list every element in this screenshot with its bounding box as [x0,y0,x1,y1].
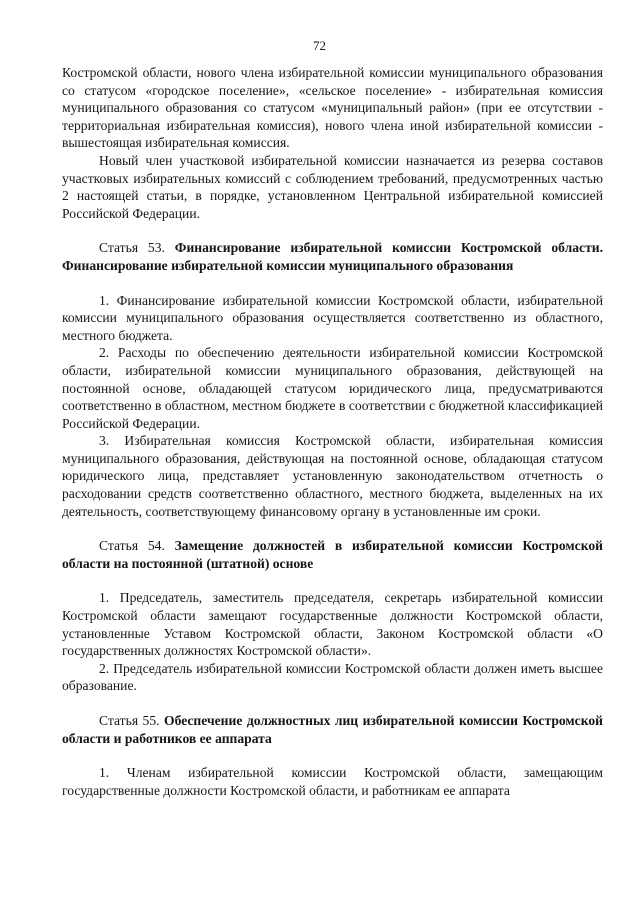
spacer [62,695,603,712]
paragraph: 1. Финансирование избирательной комиссии Костромской области, избирательной комиссии муниципального образования осуществляется соответственно из областного, местного бюджета. [62,292,603,343]
document-body [62,64,603,799]
article-53-heading [62,239,603,274]
article-title: Замещение должностей в избирательной комиссии Костромской области на постоянной (штатной) основе [62,538,603,571]
spacer [62,275,603,292]
article-55-heading [62,712,603,747]
article-number: Статья 55. [99,713,160,728]
spacer [62,572,603,589]
spacer [62,747,603,764]
spacer [62,222,603,239]
paragraph: Новый член участковой избирательной комиссии назначается из резерва составов участковых избирательных комиссий с соблюдением требований, предусмотренных частью 2 настоящей статьи, в порядке, установленном Центральной избирательной комиссией Российской Федерации. [62,152,603,221]
page-number: 72 [313,38,326,53]
article-54-heading [62,537,603,572]
article-title: Финансирование избирательной комиссии Костромской области. Финансирование избирательной комиссии муниципального образования [62,240,603,273]
article-number: Статья 53. [99,240,165,256]
continuation-paragraph: Костромской области, нового члена избирательной комиссии муниципального образования со статусом «городское поселение», «сельское поселение» - избирательная комиссия муниципального образования со статусом «муниципальный район» (при ее отсутствии - территориальная избирательная комиссия), нового члена иной избирательной комиссии - вышестоящая избирательная комиссия. [62,65,603,151]
paragraph: 2. Председатель избирательной комиссии Костромской области должен иметь высшее образование. [62,660,603,694]
paragraph: 1. Председатель, заместитель председателя, секретарь избирательной комиссии Костромской области замещают государственные должности Костромской области, установленные Уставом Костромской области, Законом Костромской области «О государственных должностях Костромской области». [62,590,603,659]
spacer [62,520,603,537]
paragraph: 3. Избирательная комиссия Костромской области, избирательная комиссия муниципального образования, действующая на постоянной основе, обладающая статусом юридического лица, представляет установленную законодательством отчетность о расходовании средств соответственно областного, местного бюджета, выделенных на их деятельность, соответствующему финансовому органу в установленные им сроки. [62,433,603,519]
article-title: Обеспечение должностных лиц избирательной комиссии Костромской области и работников ее аппарата [62,713,603,746]
paragraph: 1. Членам избирательной комиссии Костромской области, замещающим государственные должности Костромской области, и работникам ее аппарата [62,765,603,798]
article-number: Статья 54. [99,538,165,554]
paragraph: 2. Расходы по обеспечению деятельности избирательной комиссии Костромской области, избирательной комиссии муниципального образования, действующей на постоянной основе, обладающей статусом юридического лица, предусматриваются соответственно в областном, местном бюджете в соответствии с бюджетной классификацией Российской Федерации. [62,345,603,431]
